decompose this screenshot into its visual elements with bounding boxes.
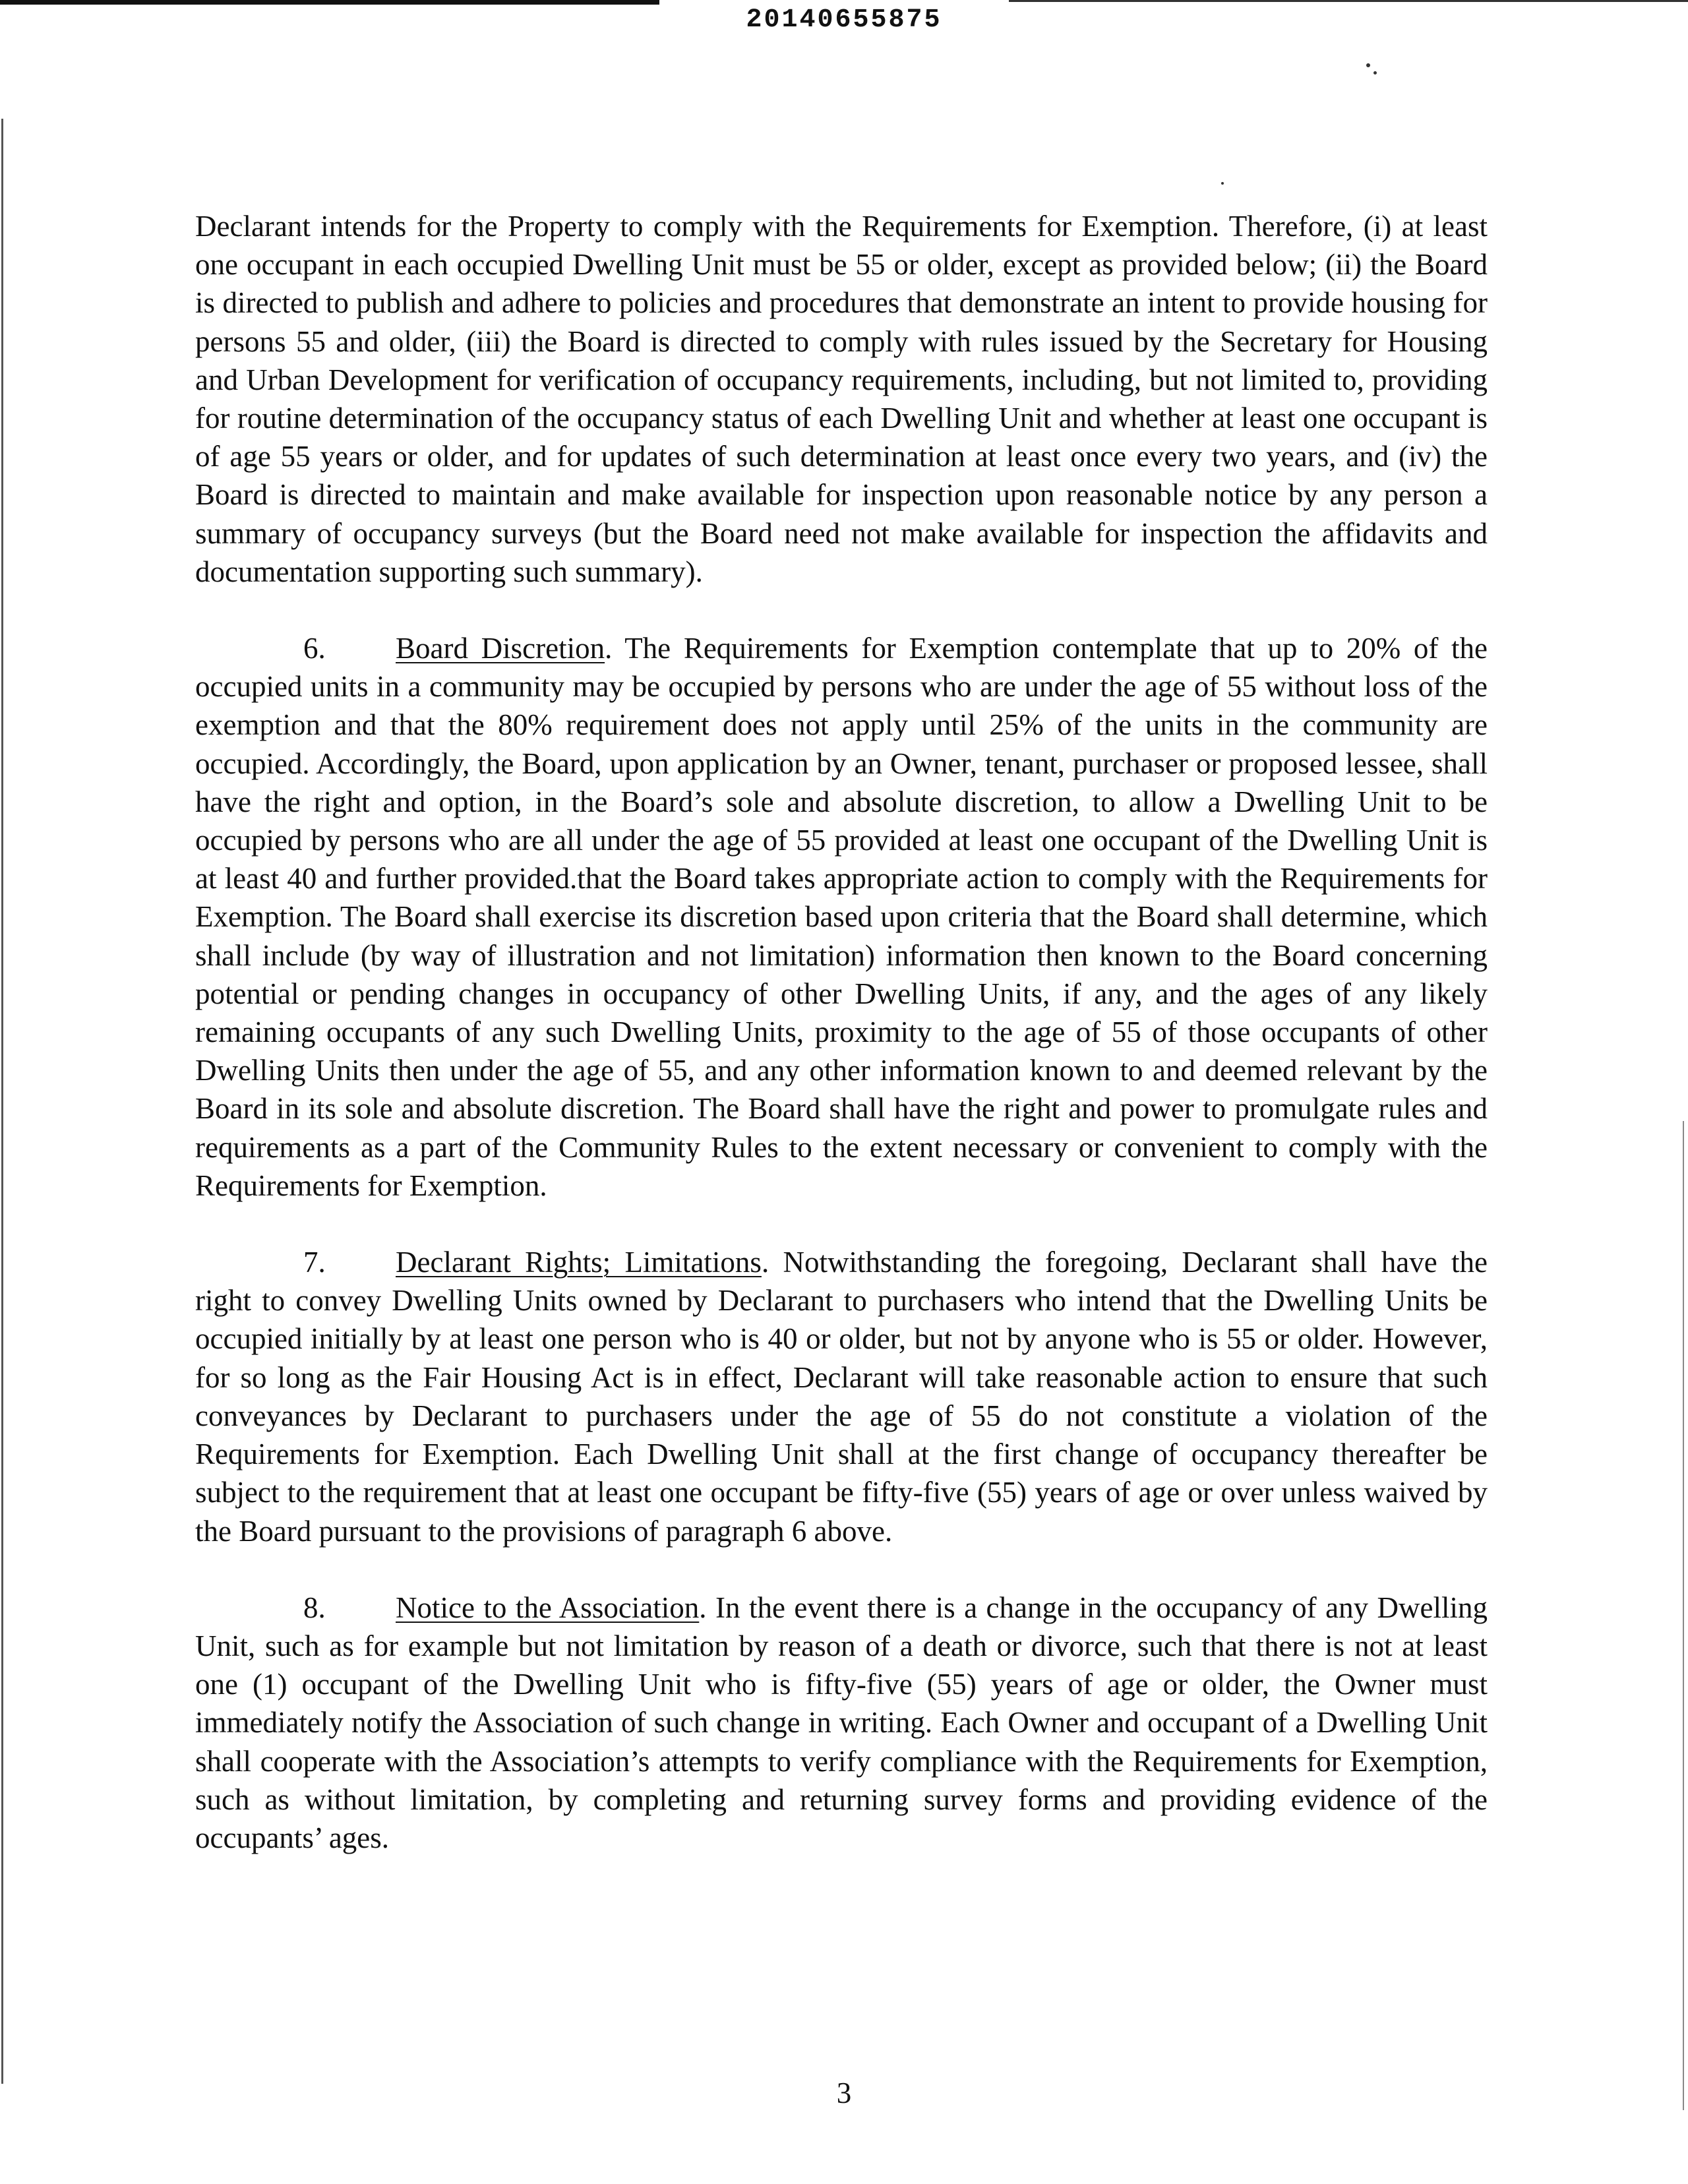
paragraph-8-notice-to-association <box>195 1589 1488 1857</box>
scan-speck <box>1366 63 1370 67</box>
top-border-rule <box>0 0 659 5</box>
section-heading: Board Discretion <box>396 632 605 665</box>
page-number: 3 <box>836 2077 852 2109</box>
scan-speck <box>1221 182 1224 185</box>
paragraph-7-declarant-rights <box>195 1243 1488 1550</box>
section-heading: Declarant Rights; Limitations <box>396 1246 762 1279</box>
paragraph-text: Declarant intends for the Property to comply with the Requirements for Exemption. Therefore, (i) at least one occupant in each occupied Dwelling Unit must be 55 or older, except as provided below; (ii) the Board is directed to publish and adhere to policies and procedures that demonstrate an intent to provide housing for persons 55 and older, (iii) the Board is directed to comply with rules issued by the Secretary for Housing and Urban Development for verification of occupancy requirements, including, but not limited to, providing for routine determination of the occupancy status of each Dwelling Unit and whether at least one occupant is of age 55 years or older, and for updates of such determination at least once every two years, and (iv) the Board is directed to maintain and make available for inspection upon reasonable notice by any person a summary of occupancy surveys (but the Board need not make available for inspection the affidavits and documentation supporting such summary). <box>195 210 1488 588</box>
section-number: 7. <box>303 1246 326 1279</box>
paragraph-text: . In the event there is a change in the occupancy of any Dwelling Unit, such as for example but not limitation by reason of a death or divorce, such that there is not at least one (1) occupant of the Dwelling Unit who is fifty-five (55) years of age or older, the Owner must immediately notify the Association of such change in writing. Each Owner and occupant of a Dwelling Unit shall cooperate with the Association’s attempts to verify compliance with the Requirements for Exemption, such as without limitation, by completing and returning survey forms and providing evidence of the occupants’ ages. <box>195 1591 1488 1854</box>
document-body <box>195 207 1488 1857</box>
section-number: 8. <box>303 1591 326 1624</box>
top-border-rule-right <box>1009 0 1688 2</box>
scan-speck <box>1373 71 1377 75</box>
section-number: 6. <box>303 632 326 665</box>
paragraph-text: . Notwithstanding the foregoing, Declarant shall have the right to convey Dwelling Units owned by Declarant to purchasers who intend that the Dwelling Units be occupied initially by at least one person who is 40 or older, but not by anyone who is 55 or older. However, for so long as the Fair Housing Act is in effect, Declarant will take reasonable action to ensure that such conveyances by Declarant to purchasers under the age of 55 do not constitute a violation of the Requirements for Exemption. Each Dwelling Unit shall at the first change of occupancy thereafter be subject to the requirement that at least one occupant be fifty-five (55) years of age or over unless waived by the Board pursuant to the provisions of paragraph 6 above. <box>195 1246 1488 1548</box>
section-heading: Notice to the Association <box>396 1591 700 1624</box>
paragraph-intro <box>195 207 1488 591</box>
document-number: 20140655875 <box>746 5 942 35</box>
scan-edge-left <box>1 119 3 2084</box>
scan-edge-right <box>1683 1121 1684 2110</box>
paragraph-text: . The Requirements for Exemption contemplate that up to 20% of the occupied units in a community may be occupied by persons who are under the age of 55 without loss of the exemption and that the 80% requirement does not apply until 25% of the units in the community are occupied. Accordingly, the Board, upon application by an Owner, tenant, purchaser or proposed lessee, shall have the right and option, in the Board’s sole and absolute discretion, to allow a Dwelling Unit to be occupied by persons who are all under the age of 55 provided at least one occupant of the Dwelling Unit is at least 40 and further provided.that the Board takes appropriate action to comply with the Requirements for Exemption. The Board shall exercise its discretion based upon criteria that the Board shall determine, which shall include (by way of illustration and not limitation) information then known to the Board concerning potential or pending changes in occupancy of other Dwelling Units, if any, and the ages of any likely remaining occupants of any such Dwelling Units, proximity to the age of 55 of those occupants of other Dwelling Units then under the age of 55, and any other information known to and deemed relevant by the Board in its sole and absolute discretion. The Board shall have the right and power to promulgate rules and requirements as a part of the Community Rules to the extent necessary or convenient to comply with the Requirements for Exemption. <box>195 632 1488 1202</box>
paragraph-6-board-discretion <box>195 629 1488 1205</box>
